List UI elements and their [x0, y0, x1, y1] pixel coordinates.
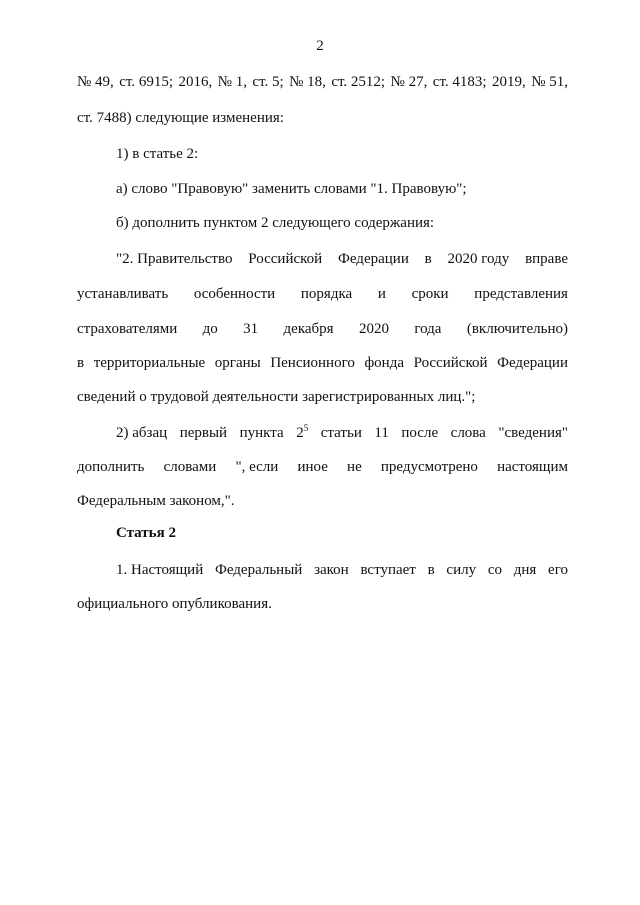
- quote-line-5: сведений о трудовой деятельности зарегистрированных лиц.";: [77, 389, 476, 405]
- text-fragment: ст. 5;: [252, 74, 284, 90]
- text-fragment: № 27,: [390, 74, 428, 90]
- text-fragment: органы: [214, 355, 261, 371]
- text-fragment: слова: [450, 425, 486, 441]
- list-item-b: б) дополнить пунктом 2 следующего содержания:: [116, 215, 435, 231]
- text-fragment: ст. 2512;: [331, 74, 386, 90]
- text-fragment: года: [414, 321, 442, 337]
- text-fragment: 2: [296, 425, 304, 441]
- text-fragment: пункта: [239, 425, 284, 441]
- text-fragment: ст. 4183;: [432, 74, 487, 90]
- list-item-2-line-1: [116, 424, 568, 442]
- text-fragment: № 51,: [531, 74, 568, 90]
- text-fragment: иное: [297, 459, 328, 475]
- text-fragment: Российской: [413, 355, 488, 371]
- quote-line-3: [77, 320, 568, 338]
- text-fragment: 2016,: [178, 74, 213, 90]
- list-item-a: а) слово "Правовую" заменить словами "1. Правовую";: [116, 181, 467, 197]
- text-fragment: в: [77, 355, 85, 371]
- paragraph-line-1: [77, 73, 568, 91]
- text-fragment: Федерации: [338, 251, 409, 267]
- text-fragment: Федерации: [497, 355, 568, 371]
- text-fragment: силу: [446, 562, 477, 578]
- text-fragment: № 18,: [289, 74, 326, 90]
- list-item-2-line-2: [77, 458, 568, 476]
- text-fragment: № 1,: [217, 74, 247, 90]
- text-fragment: фонда: [364, 355, 404, 371]
- text-fragment: Пенсионного: [270, 355, 355, 371]
- text-fragment: вправе: [525, 251, 568, 267]
- article-2-heading: Статья 2: [116, 525, 176, 541]
- text-fragment: "сведения": [498, 425, 568, 441]
- text-fragment: дня: [513, 562, 537, 578]
- text-fragment: страхователями: [77, 321, 178, 337]
- superscript-number: [296, 424, 308, 442]
- text-fragment: и: [377, 286, 386, 302]
- text-fragment: вступает: [360, 562, 416, 578]
- text-fragment: после: [401, 425, 439, 441]
- list-item-1: 1) в статье 2:: [116, 146, 199, 162]
- text-fragment: словами: [163, 459, 217, 475]
- text-fragment: сроки: [411, 286, 449, 302]
- text-fragment: особенности: [193, 286, 276, 302]
- text-fragment: "2. Правительство: [116, 251, 233, 267]
- text-fragment: настоящим: [497, 459, 568, 475]
- text-fragment: первый: [179, 425, 228, 441]
- page-number: 2: [316, 38, 324, 54]
- quote-line-4: [77, 354, 568, 372]
- list-item-2-line-3: Федеральным законом,".: [77, 493, 235, 509]
- text-fragment: территориальные: [93, 355, 206, 371]
- text-fragment: закон: [314, 562, 349, 578]
- quote-line-1: [116, 250, 568, 268]
- text-fragment: (включительно): [466, 321, 568, 337]
- superscript: 5: [303, 423, 309, 433]
- text-fragment: до: [202, 321, 218, 337]
- text-fragment: 2020 году: [447, 251, 510, 267]
- text-fragment: 2019,: [492, 74, 526, 90]
- text-fragment: со: [487, 562, 502, 578]
- text-fragment: предусмотрено: [380, 459, 478, 475]
- text-fragment: представления: [474, 286, 568, 302]
- text-fragment: Федеральный: [214, 562, 303, 578]
- text-fragment: дополнить: [77, 459, 145, 475]
- text-fragment: не: [347, 459, 362, 475]
- text-fragment: № 49,: [77, 74, 114, 90]
- text-fragment: 11: [374, 425, 389, 441]
- text-fragment: 31: [243, 321, 259, 337]
- text-fragment: в: [427, 562, 435, 578]
- paragraph-line-2: ст. 7488) следующие изменения:: [77, 110, 284, 126]
- article-2-line-1: [116, 561, 568, 579]
- text-fragment: 1. Настоящий: [116, 562, 204, 578]
- text-fragment: ", если: [235, 459, 279, 475]
- article-2-line-2: официального опубликования.: [77, 596, 272, 612]
- quote-line-2: [77, 285, 568, 303]
- text-fragment: его: [548, 562, 568, 578]
- text-fragment: статьи: [320, 425, 362, 441]
- text-fragment: в: [424, 251, 432, 267]
- text-fragment: Российской: [248, 251, 323, 267]
- text-fragment: 2) абзац: [116, 425, 168, 441]
- text-fragment: 2020: [358, 321, 389, 337]
- text-fragment: декабря: [283, 321, 334, 337]
- text-fragment: устанавливать: [77, 286, 169, 302]
- text-fragment: ст. 6915;: [119, 74, 174, 90]
- text-fragment: порядка: [300, 286, 353, 302]
